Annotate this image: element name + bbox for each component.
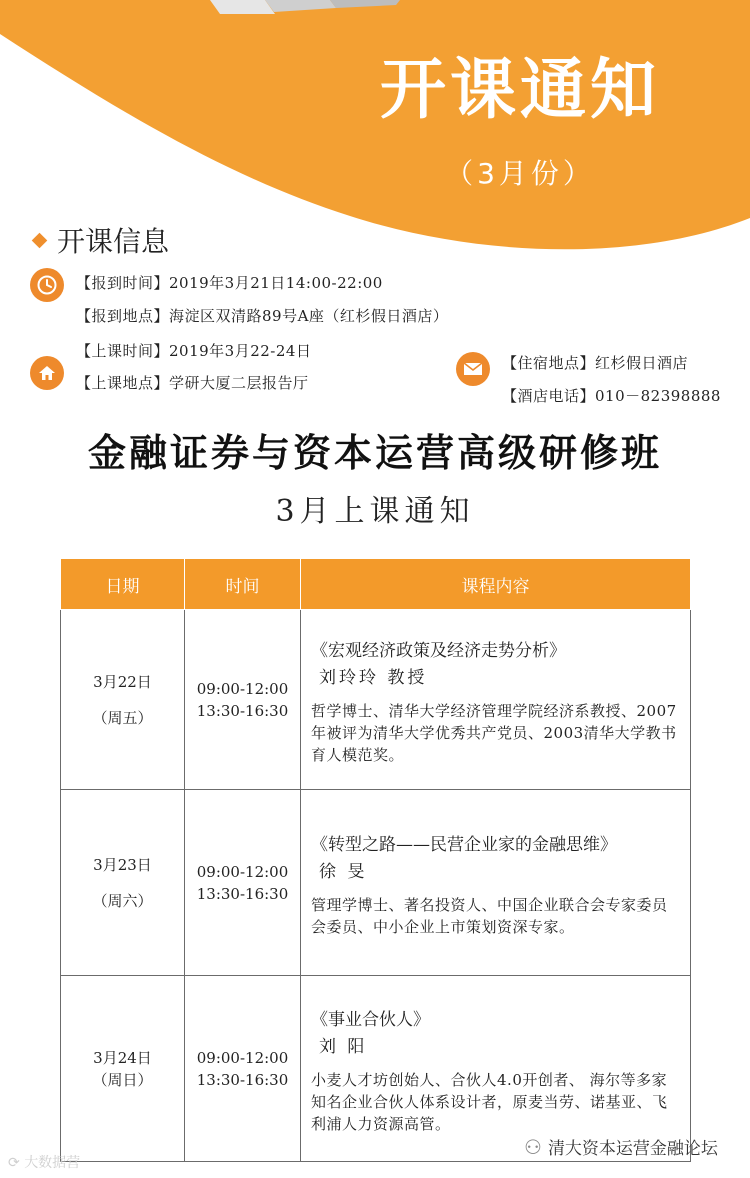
lecture-title: 《转型之路——民营企业家的金融思维》 (311, 834, 617, 855)
date-text: 3月24日 (93, 1048, 152, 1067)
clock-icon (30, 268, 64, 302)
header-time: 时间 (185, 559, 301, 610)
lecturer-name: 刘 阳 (319, 1036, 368, 1057)
section-heading-label: 开课信息 (57, 225, 170, 258)
weekday-text: （周日） (92, 1070, 153, 1089)
watermark-right-text: 清大资本运营金融论坛 (547, 1139, 718, 1159)
time-afternoon: 13:30-16:30 (196, 884, 289, 903)
lecturer-name: 徐 旻 (319, 861, 368, 882)
lecture-title: 《事业合伙人》 (311, 1009, 430, 1030)
date-cell (61, 610, 185, 790)
date-text: 3月22日 (93, 672, 152, 691)
date-cell (61, 976, 185, 1162)
time-cell (185, 610, 301, 790)
course-subtitle: 3月上课通知 (275, 494, 475, 529)
time-afternoon: 13:30-16:30 (196, 701, 289, 720)
lecturer-name: 刘玲玲 教授 (319, 667, 428, 688)
section-heading (34, 220, 169, 260)
hotel-phone: 【酒店电话】010－82398888 (502, 387, 721, 405)
time-morning: 09:00-12:00 (196, 862, 289, 881)
class-place: 【上课地点】学研大厦二层报告厅 (76, 374, 309, 392)
time-cell (185, 976, 301, 1162)
watermark-right (524, 1134, 718, 1159)
watermark-left-text: 大数据营 (24, 1155, 81, 1171)
mail-icon (456, 352, 490, 386)
diamond-bullet-icon (32, 232, 48, 248)
schedule-table (60, 558, 691, 1162)
table-row (61, 610, 691, 790)
time-cell (185, 790, 301, 976)
wechat-icon: ⚇ (524, 1134, 542, 1159)
date-text: 3月23日 (93, 855, 152, 874)
watermark-left (8, 1152, 80, 1172)
checkin-time: 【报到时间】2019年3月21日14:00-22:00 (76, 274, 383, 292)
time-afternoon: 13:30-16:30 (196, 1070, 289, 1089)
page-title: 开课通知 (380, 51, 660, 128)
weekday-text: （周六） (92, 891, 153, 910)
date-cell (61, 790, 185, 976)
lodging-place: 【住宿地点】红杉假日酒店 (502, 354, 689, 372)
watermark-logo-icon: ⟳ (8, 1155, 25, 1171)
lecturer-bio: 哲学博士、清华大学经济管理学院经济系教授、2007年被评为清华大学优秀共产党员、2003清华大学教书育人模范奖。 (311, 701, 677, 764)
course-title: 金融证券与资本运营高级研修班 (87, 431, 662, 475)
class-time: 【上课时间】2019年3月22-24日 (76, 342, 312, 360)
page-subtitle: （3月份） (445, 157, 595, 190)
home-icon (30, 356, 64, 390)
checkin-place: 【报到地点】海淀区双清路89号A座（红杉假日酒店） (76, 307, 449, 325)
table-row (61, 790, 691, 976)
content-cell (301, 610, 691, 790)
weekday-text: （周五） (92, 708, 153, 727)
time-morning: 09:00-12:00 (196, 1048, 289, 1067)
table-header-row (61, 559, 691, 610)
lecturer-bio: 管理学博士、著名投资人、中国企业联合会专家委员会委员、中小企业上市策划资深专家。 (311, 895, 668, 936)
time-morning: 09:00-12:00 (196, 679, 289, 698)
lecture-title: 《宏观经济政策及经济走势分析》 (311, 640, 566, 661)
lecturer-bio: 小麦人才坊创始人、合伙人4.0开创者、 海尔等多家知名企业合伙人体系设计者，原麦当劳、诺基亚、飞利浦人力资源高管。 (311, 1070, 668, 1133)
header-content: 课程内容 (301, 559, 691, 610)
header-date: 日期 (61, 559, 185, 610)
content-cell (301, 790, 691, 976)
